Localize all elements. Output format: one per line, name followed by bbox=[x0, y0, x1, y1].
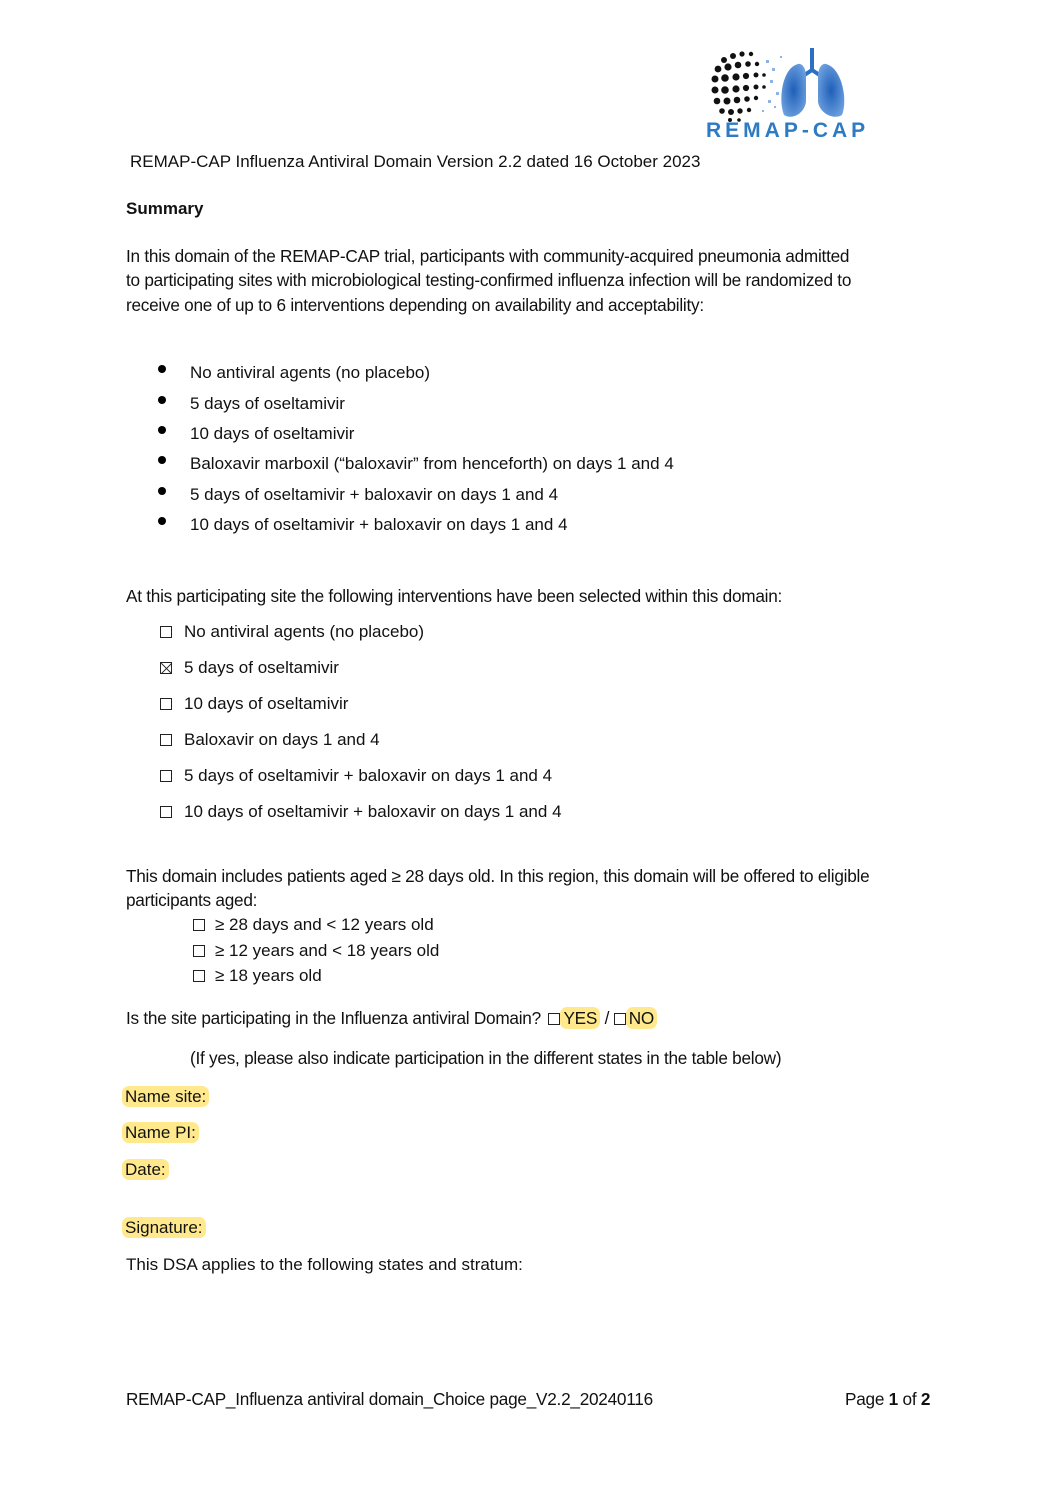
list-item-label: 5 days of oseltamivir bbox=[190, 394, 345, 413]
option-label: 5 days of oseltamivir + baloxavir on days 1 and 4 bbox=[184, 766, 553, 785]
yes-checkbox-icon[interactable] bbox=[548, 1013, 560, 1025]
option-label: Baloxavir on days 1 and 4 bbox=[184, 730, 380, 749]
page-current: 1 bbox=[888, 1389, 898, 1409]
checkbox-unchecked-icon[interactable] bbox=[160, 626, 172, 638]
page-total: 2 bbox=[920, 1389, 931, 1409]
bullet-icon bbox=[158, 456, 166, 464]
no-checkbox-icon[interactable] bbox=[614, 1013, 626, 1025]
option-label: ≥ 18 years old bbox=[215, 966, 322, 985]
bullet-icon bbox=[158, 426, 166, 434]
option-label: 5 days of oseltamivir bbox=[184, 658, 339, 677]
summary-paragraph bbox=[126, 244, 946, 317]
participation-question-row bbox=[126, 1006, 657, 1030]
checkbox-unchecked-icon[interactable] bbox=[193, 970, 205, 982]
age-option[interactable] bbox=[193, 913, 434, 937]
globe-lungs-logo-icon bbox=[700, 40, 880, 125]
intervention-option[interactable] bbox=[160, 692, 348, 716]
option-label: ≥ 28 days and < 12 years old bbox=[215, 915, 434, 934]
intervention-option[interactable] bbox=[160, 800, 562, 824]
remap-cap-logo bbox=[700, 40, 880, 145]
name-site-label: Name site: bbox=[122, 1086, 209, 1107]
dsa-applies-text: This DSA applies to the following states and stratum: bbox=[126, 1255, 523, 1274]
age-intro bbox=[126, 864, 946, 913]
participation-question: Is the site participating in the Influenza antiviral Domain? bbox=[126, 1008, 541, 1028]
page-prefix: Page bbox=[845, 1389, 885, 1409]
option-label: 10 days of oseltamivir + baloxavir on days 1 and 4 bbox=[184, 802, 562, 821]
bullet-icon bbox=[158, 396, 166, 404]
footer-filename: REMAP-CAP_Influenza antiviral domain_Choice page_V2.2_20240116 bbox=[126, 1389, 653, 1409]
selection-intro: At this participating site the following interventions have been selected within this domain: bbox=[126, 586, 783, 606]
checkbox-unchecked-icon[interactable] bbox=[160, 806, 172, 818]
yes-no-separator: / bbox=[604, 1008, 610, 1028]
list-item-label: 10 days of oseltamivir + baloxavir on days 1 and 4 bbox=[190, 515, 568, 534]
name-pi-field[interactable] bbox=[122, 1121, 199, 1145]
intervention-option[interactable] bbox=[160, 764, 552, 788]
signature-field[interactable] bbox=[122, 1216, 206, 1240]
list-item-label: Baloxavir marboxil (“baloxavir” from henceforth) on days 1 and 4 bbox=[190, 454, 674, 473]
checkbox-unchecked-icon[interactable] bbox=[193, 919, 205, 931]
document-title: REMAP-CAP Influenza Antiviral Domain Version 2.2 dated 16 October 2023 bbox=[130, 152, 701, 171]
summary-heading: Summary bbox=[126, 199, 204, 218]
date-label: Date: bbox=[122, 1159, 169, 1180]
checkbox-unchecked-icon[interactable] bbox=[160, 734, 172, 746]
signature-label: Signature: bbox=[122, 1217, 206, 1238]
list-item-label: 10 days of oseltamivir bbox=[190, 424, 355, 443]
summary-line: to participating sites with microbiological testing-confirmed influenza infection will be randomized to bbox=[126, 270, 852, 291]
list-item-label: No antiviral agents (no placebo) bbox=[190, 363, 431, 382]
option-label: 10 days of oseltamivir bbox=[184, 694, 349, 713]
bullet-icon bbox=[158, 517, 166, 525]
checkbox-unchecked-icon[interactable] bbox=[160, 698, 172, 710]
no-option[interactable]: NO bbox=[626, 1007, 657, 1029]
checkbox-unchecked-icon[interactable] bbox=[193, 945, 205, 957]
checkbox-unchecked-icon[interactable] bbox=[160, 770, 172, 782]
page-of: of bbox=[902, 1389, 917, 1409]
summary-line: receive one of up to 6 interventions depending on availability and acceptability: bbox=[126, 294, 704, 315]
option-label: No antiviral agents (no placebo) bbox=[184, 622, 425, 641]
intervention-option[interactable] bbox=[160, 728, 380, 752]
logo-text: REMAP-CAP bbox=[706, 119, 870, 142]
date-field[interactable] bbox=[122, 1158, 169, 1182]
bullet-icon bbox=[158, 365, 166, 373]
participation-note: (If yes, please also indicate participation in the different states in the table below) bbox=[190, 1048, 782, 1068]
summary-line: In this domain of the REMAP-CAP trial, participants with community-acquired pneumonia admitted bbox=[126, 246, 850, 266]
name-pi-label: Name PI: bbox=[122, 1122, 199, 1143]
bullet-icon bbox=[158, 487, 166, 495]
age-intro-line: This domain includes patients aged ≥ 28 days old. In this region, this domain will be offered to eligible bbox=[126, 866, 870, 886]
checkbox-checked-icon[interactable] bbox=[160, 662, 172, 674]
intervention-option[interactable] bbox=[160, 656, 339, 680]
yes-option[interactable]: YES bbox=[560, 1007, 600, 1029]
age-option[interactable] bbox=[193, 939, 439, 963]
option-label: ≥ 12 years and < 18 years old bbox=[215, 941, 440, 960]
age-option[interactable] bbox=[193, 964, 322, 988]
intervention-option[interactable] bbox=[160, 620, 424, 644]
name-site-field[interactable] bbox=[122, 1085, 209, 1109]
list-item-label: 5 days of oseltamivir + baloxavir on days 1 and 4 bbox=[190, 485, 559, 504]
age-intro-line: participants aged: bbox=[126, 890, 258, 911]
footer-page-number bbox=[845, 1387, 930, 1411]
